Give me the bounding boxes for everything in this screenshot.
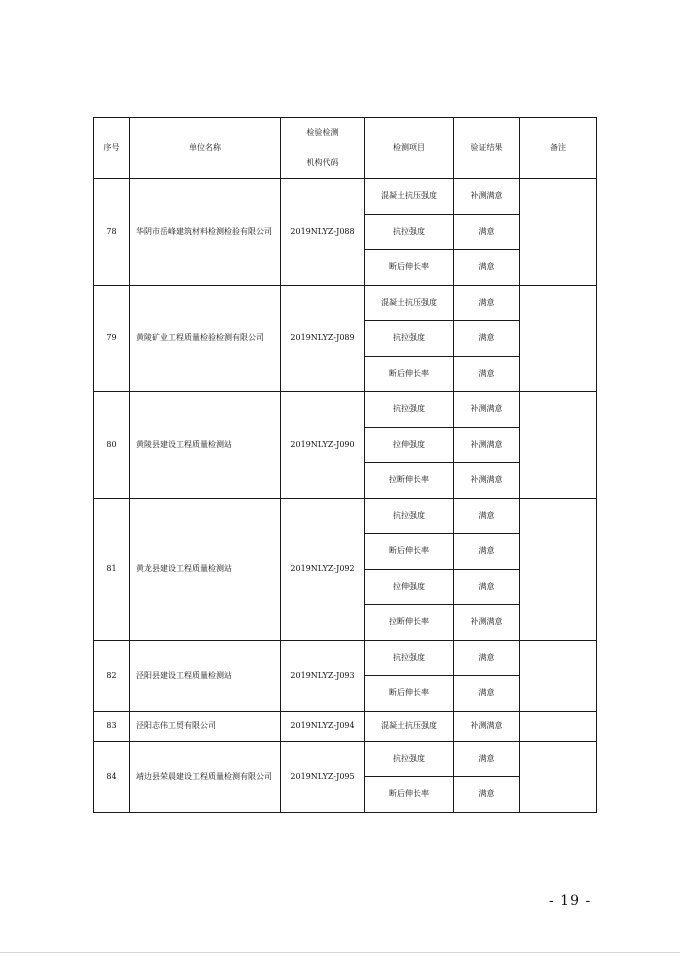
cell-result: 补测满意: [454, 392, 520, 428]
table-row: [94, 711, 597, 741]
cell-result: 满意: [454, 321, 520, 357]
bottom-divider: [0, 952, 680, 953]
cell-code: 2019NLYZ-J092: [281, 498, 365, 640]
cell-item: 抗拉强度: [365, 392, 454, 428]
cell-item: 拉断伸长率: [365, 463, 454, 499]
header-note: 备注: [520, 118, 597, 179]
cell-note: [520, 711, 597, 741]
header-code-line1: 检验检测: [306, 128, 339, 137]
cell-unit: 华阴市岳峰建筑材料检测检验有限公司: [130, 179, 281, 286]
cell-note: [520, 285, 597, 392]
header-seq: 序号: [94, 118, 130, 179]
cell-item: 抗拉强度: [365, 640, 454, 676]
cell-code: 2019NLYZ-J095: [281, 741, 365, 812]
cell-item: 断后伸长率: [365, 356, 454, 392]
cell-item: 抗拉强度: [365, 214, 454, 250]
cell-seq: 81: [94, 498, 130, 640]
cell-result: 满意: [454, 250, 520, 286]
table-row: [94, 392, 597, 428]
cell-result: 满意: [454, 285, 520, 321]
cell-result: 补测满意: [454, 605, 520, 641]
cell-item: 断后伸长率: [365, 534, 454, 570]
page-number: - 19 -: [549, 893, 592, 909]
cell-seq: 78: [94, 179, 130, 286]
cell-item: 抗拉强度: [365, 498, 454, 534]
cell-note: [520, 179, 597, 286]
cell-item: 拉伸强度: [365, 427, 454, 463]
cell-note: [520, 392, 597, 499]
table-row: [94, 285, 597, 321]
cell-unit: 泾阳志伟工贸有限公司: [130, 711, 281, 741]
cell-result: 满意: [454, 676, 520, 712]
cell-item: 抗拉强度: [365, 741, 454, 777]
cell-result: 满意: [454, 534, 520, 570]
cell-code: 2019NLYZ-J094: [281, 711, 365, 741]
header-code-line2: 机构代码: [306, 158, 339, 167]
cell-item: 拉伸强度: [365, 569, 454, 605]
cell-note: [520, 640, 597, 711]
cell-code: 2019NLYZ-J090: [281, 392, 365, 499]
cell-seq: 82: [94, 640, 130, 711]
cell-result: 满意: [454, 741, 520, 777]
cell-item: 断后伸长率: [365, 250, 454, 286]
cell-note: [520, 498, 597, 640]
table-row: [94, 741, 597, 777]
cell-result: 满意: [454, 498, 520, 534]
cell-item: 断后伸长率: [365, 777, 454, 813]
cell-item: 混凝土抗压强度: [365, 179, 454, 215]
cell-item: 混凝土抗压强度: [365, 711, 454, 741]
cell-seq: 84: [94, 741, 130, 812]
cell-unit: 黄陵县建设工程质量检测站: [130, 392, 281, 499]
cell-code: 2019NLYZ-J088: [281, 179, 365, 286]
cell-result: 满意: [454, 569, 520, 605]
cell-result: 补测满意: [454, 179, 520, 215]
cell-unit: 靖边县荣晨建设工程质量检测有限公司: [130, 741, 281, 812]
header-result: 验证结果: [454, 118, 520, 179]
cell-seq: 83: [94, 711, 130, 741]
cell-result: 满意: [454, 777, 520, 813]
header-unit: 单位名称: [130, 118, 281, 179]
cell-result: 满意: [454, 640, 520, 676]
cell-seq: 79: [94, 285, 130, 392]
table-header-row: [94, 118, 597, 179]
cell-code: 2019NLYZ-J089: [281, 285, 365, 392]
cell-unit: 黄陵矿业工程质量检验检测有限公司: [130, 285, 281, 392]
results-table: [93, 117, 597, 813]
cell-result: 补测满意: [454, 427, 520, 463]
cell-item: 断后伸长率: [365, 676, 454, 712]
cell-seq: 80: [94, 392, 130, 499]
cell-code: 2019NLYZ-J093: [281, 640, 365, 711]
cell-unit: 泾阳县建设工程质量检测站: [130, 640, 281, 711]
header-item: 检测项目: [365, 118, 454, 179]
header-code: [281, 118, 365, 179]
table-row: [94, 498, 597, 534]
table-row: [94, 179, 597, 215]
cell-item: 抗拉强度: [365, 321, 454, 357]
cell-unit: 黄龙县建设工程质量检测站: [130, 498, 281, 640]
cell-result: 满意: [454, 214, 520, 250]
cell-note: [520, 741, 597, 812]
cell-item: 拉断伸长率: [365, 605, 454, 641]
cell-item: 混凝土抗压强度: [365, 285, 454, 321]
cell-result: 满意: [454, 356, 520, 392]
cell-result: 补测满意: [454, 711, 520, 741]
table-row: [94, 640, 597, 676]
cell-result: 补测满意: [454, 463, 520, 499]
